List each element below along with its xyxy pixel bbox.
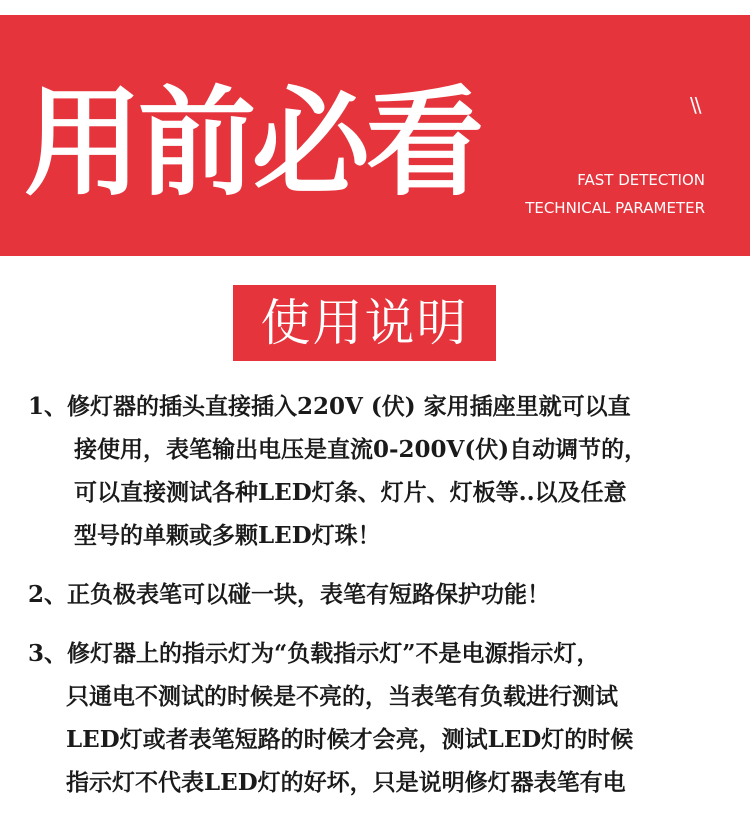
banner-subtitle-fast-detection: FAST DETECTION xyxy=(577,171,705,189)
instruction-item-1 xyxy=(28,385,718,557)
section-title: 使用说明 xyxy=(233,285,496,361)
instruction-line: 指示灯不代表LED灯的好坏，只是说明修灯器表笔有电 xyxy=(66,769,626,796)
instruction-line: 型号的单颗或多颗LED灯珠！ xyxy=(74,522,381,549)
instruction-line: 接使用，表笔输出电压是直流0-200V(伏)自动调节的， xyxy=(74,436,648,463)
header-banner xyxy=(0,15,750,256)
banner-subtitle-technical-parameter: TECHNICAL PARAMETER xyxy=(525,199,705,217)
instruction-line: 可以直接测试各种LED灯条、灯片、灯板等..以及任意 xyxy=(74,479,627,506)
slash-mark-icon: \\ xyxy=(690,93,700,117)
instruction-item-2 xyxy=(28,573,718,616)
instruction-line: 只通电不测试的时候是不亮的，当表笔有负载进行测试 xyxy=(66,683,618,710)
instruction-line: 3、修灯器上的指示灯为“负载指示灯”不是电源指示灯， xyxy=(28,640,600,667)
instructions-list xyxy=(28,385,718,820)
banner-title: 用前必看 xyxy=(24,74,481,212)
instruction-line: LED灯或者表笔短路的时候才会亮，测试LED灯的时候 xyxy=(66,726,634,753)
instruction-item-3 xyxy=(28,632,718,804)
instruction-line: 1、修灯器的插头直接插入220V (伏) 家用插座里就可以直 xyxy=(28,393,631,420)
instruction-line: 2、正负极表笔可以碰一块，表笔有短路保护功能！ xyxy=(28,581,551,608)
